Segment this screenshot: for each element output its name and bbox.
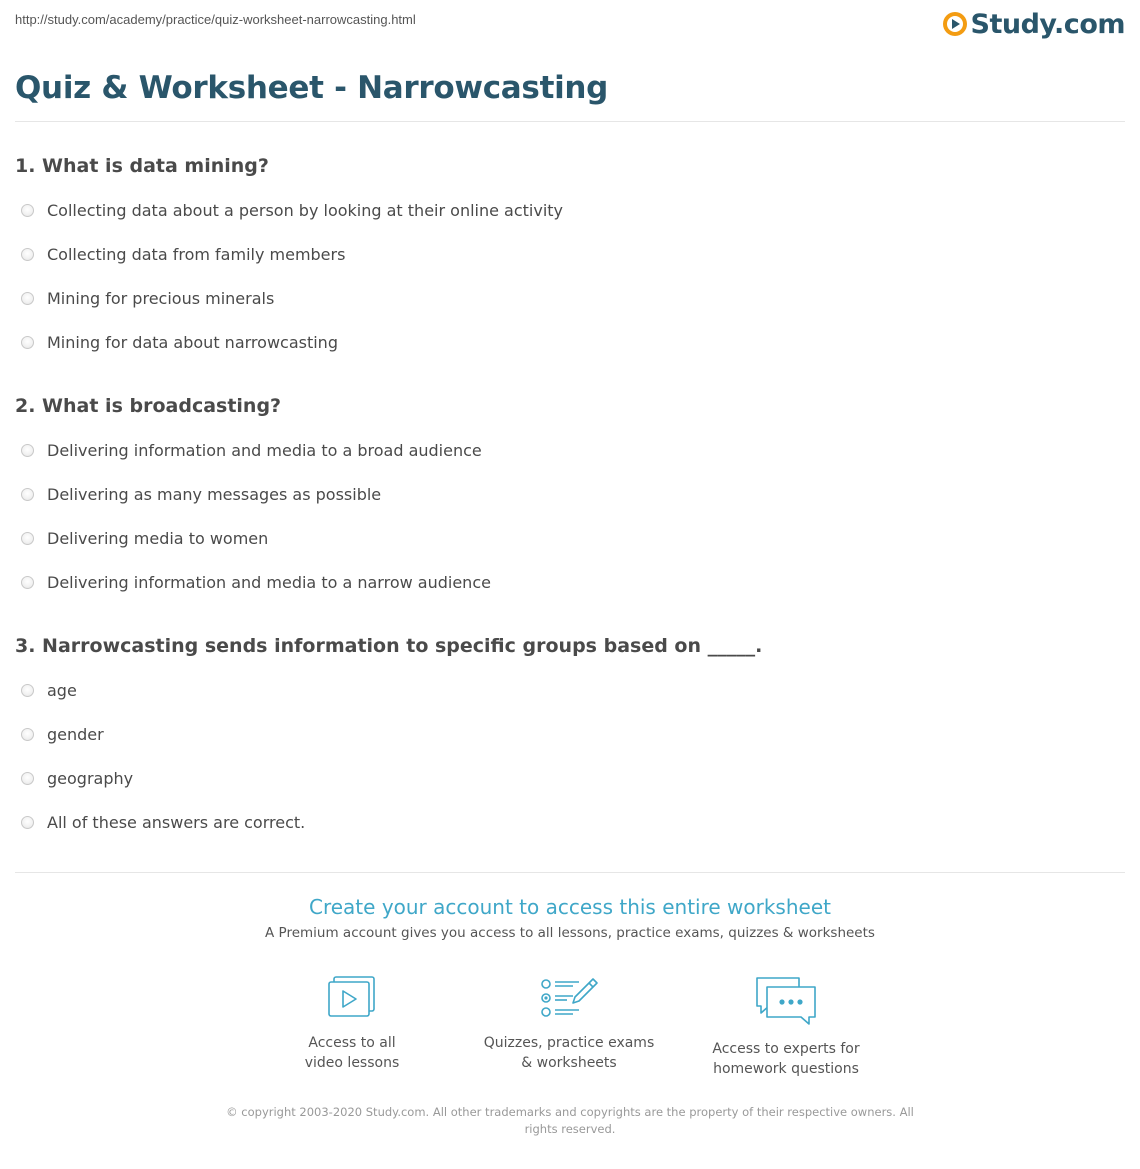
top-bar	[15, 0, 1125, 44]
answer-label: Delivering information and media to a narrow audience	[47, 572, 491, 592]
answer-option[interactable]	[21, 200, 563, 220]
feature-label-line2: video lessons	[304, 1055, 400, 1071]
divider	[15, 872, 1125, 873]
feature-label-line2: & worksheets	[521, 1055, 617, 1071]
radio-button[interactable]	[21, 292, 34, 305]
create-account-link[interactable]: Create your account to access this entire worksheet	[309, 895, 831, 919]
answer-label: All of these answers are correct.	[47, 812, 306, 832]
answer-option[interactable]	[21, 572, 491, 592]
question-1: 1. What is data mining?	[15, 155, 269, 177]
answer-label: Mining for precious minerals	[47, 288, 275, 308]
divider	[15, 121, 1125, 122]
feature-label-line2: homework questions	[713, 1061, 859, 1077]
play-logo-icon	[943, 12, 967, 36]
study-logo[interactable]	[943, 6, 1125, 42]
radio-button[interactable]	[21, 816, 34, 829]
radio-button[interactable]	[21, 576, 34, 589]
radio-button[interactable]	[21, 248, 34, 261]
feature-label-line1: Access to experts for	[712, 1041, 860, 1057]
radio-button[interactable]	[21, 488, 34, 501]
answer-option[interactable]	[21, 440, 482, 460]
answer-option[interactable]	[21, 812, 305, 832]
answer-label: Mining for data about narrowcasting	[47, 332, 338, 352]
copyright-notice: © copyright 2003-2020 Study.com. All other trademarks and copyrights are the property of their respective owners. All rights reserved.	[226, 1105, 914, 1136]
answer-option[interactable]	[21, 680, 77, 700]
radio-button[interactable]	[21, 444, 34, 457]
answer-option[interactable]	[21, 484, 381, 504]
answer-option[interactable]	[21, 724, 104, 744]
radio-button[interactable]	[21, 336, 34, 349]
video-lessons-icon	[326, 975, 378, 1021]
feature-experts	[676, 975, 896, 1079]
page-url: http://study.com/academy/practice/quiz-worksheet-narrowcasting.html	[15, 12, 416, 27]
answer-label: Delivering as many messages as possible	[47, 484, 382, 504]
answer-label: Collecting data about a person by looking at their online activity	[47, 200, 564, 220]
radio-button[interactable]	[21, 684, 34, 697]
answer-label: Delivering media to women	[47, 528, 269, 548]
feature-label-line1: Access to all	[308, 1035, 396, 1051]
question-2: 2. What is broadcasting?	[15, 395, 282, 417]
answer-label: gender	[47, 724, 104, 744]
cta-subtitle: A Premium account gives you access to all lessons, practice exams, quizzes & worksheets	[265, 925, 875, 941]
logo-text: Study.com	[970, 8, 1125, 40]
feature-video-lessons	[242, 975, 462, 1073]
radio-button[interactable]	[21, 772, 34, 785]
answer-option[interactable]	[21, 768, 133, 788]
radio-button[interactable]	[21, 204, 34, 217]
answer-label: Delivering information and media to a broad audience	[47, 440, 482, 460]
answer-option[interactable]	[21, 332, 338, 352]
radio-button[interactable]	[21, 532, 34, 545]
question-3: 3. Narrowcasting sends information to specific groups based on _____.	[15, 635, 763, 657]
answer-option[interactable]	[21, 288, 274, 308]
answer-option[interactable]	[21, 244, 345, 264]
radio-button[interactable]	[21, 728, 34, 741]
feature-label-line1: Quizzes, practice exams	[483, 1035, 655, 1051]
answer-label: Collecting data from family members	[47, 244, 346, 264]
chat-bubbles-icon	[753, 975, 819, 1027]
feature-quizzes	[459, 975, 679, 1073]
quiz-checklist-icon	[539, 975, 599, 1021]
answer-label: age	[47, 680, 77, 700]
answer-option[interactable]	[21, 528, 268, 548]
page-title: Quiz & Worksheet - Narrowcasting	[15, 70, 609, 106]
answer-label: geography	[47, 768, 134, 788]
